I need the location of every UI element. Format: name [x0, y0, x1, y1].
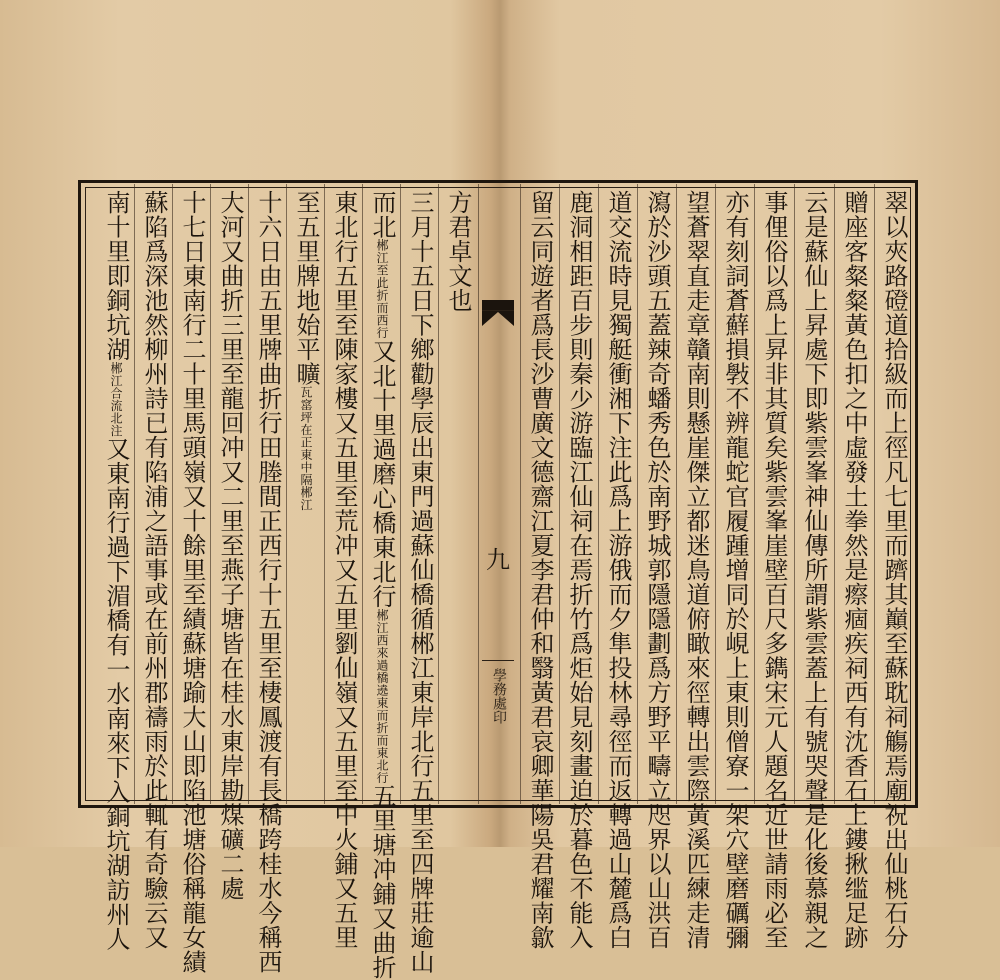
- text-column: 瀉於沙頭五蓋辣奇蟠秀色於南野城郭隱隱劃爲方野平疇立咫界以山洪百: [643, 190, 671, 950]
- text-column: 大河又曲折三里至龍回冲又二里至燕子塘皆在桂水東岸勘煤礦二處: [216, 190, 244, 901]
- annotation-note: 瓦窰坪在正東中隔郴江: [299, 386, 313, 511]
- text-column: [290, 190, 322, 800]
- text-segment: 而北: [368, 190, 396, 239]
- text-column: 亦有刻詞蒼蘚損斅不辨龍蛇官履踵增同於峴上東則僧寮一架穴壁磨礪彌: [721, 190, 749, 950]
- text-column: 蘇陷爲深池然柳州詩已有陷浦之語事或在前州郡禱雨於此輒有奇驗云又: [140, 190, 168, 950]
- text-segment: 南十里即銅坑湖: [102, 190, 130, 362]
- text-column: [366, 190, 398, 980]
- text-column: 東北行五里至陳家樓又五里至荒冲又五里劉仙嶺又五里至中火鋪又五里: [330, 190, 358, 950]
- text-column: 道交流時見獨艇衝湘下注此爲上游俄而夕隼投林尋徑而返轉過山麓爲白: [604, 190, 632, 950]
- fishtail-mark-icon: [482, 300, 514, 338]
- annotation-note: 郴江西來過橋遶東而折而東北行: [375, 608, 389, 784]
- text-column: 留云同遊者爲長沙曹廣文德齋江夏李君仲和翳黃君哀卿華陽吳君耀南歙: [526, 190, 554, 950]
- annotation-note: 郴江合流北注: [109, 361, 123, 437]
- text-column: 方君卓文也: [444, 190, 472, 313]
- text-column: 翠以夾路磴道拾級而上徑凡七里而躋其巔至蘇耽祠觴焉廟祝出仙桃石分: [880, 190, 908, 950]
- text-segment: 五里塘冲鋪又曲折: [368, 783, 396, 980]
- text-segment: 又北十里過磨心橋東北行: [368, 339, 396, 609]
- text-segment: 又東南行過下湄橋有一水南來下入銅坑湖訪州人: [102, 436, 130, 951]
- text-segment: 至五里牌地始平曠: [292, 190, 320, 386]
- text-column: 十七日東南行二十里馬頭嶺又十餘里至績蘇塘踰大山即陷池塘俗稱龍女績: [178, 190, 206, 974]
- text-column: 三月十五日下鄉勸學辰出東門過蘇仙橋循郴江東岸北行五里至四牌莊逾山: [406, 190, 434, 974]
- text-column: [100, 190, 132, 951]
- text-column: 云是蘇仙上昇處下即紫雲峯神仙傳所謂紫雲蓋上有號哭聲是化後慕親之: [800, 190, 828, 950]
- text-column: 事俚俗以爲上昇非其質矣紫雲峯崖壁百尺多鐫宋元人題名近世請雨必至: [760, 190, 788, 950]
- annotation-note: 郴江至此折而西行: [375, 239, 389, 339]
- text-column: 鹿洞相距百步則秦少游臨江仙祠在焉折竹爲炬始見刻畫迫於暮色不能入: [565, 190, 593, 950]
- text-column: 望蒼翠直走章贛南則懸崖傑立都迷鳥道俯瞰來徑轉出雲際黃溪匹練走清: [682, 190, 710, 950]
- text-column: 十六日由五里牌曲折行田塍間正西行十五里至棲鳳渡有長橋跨桂水今稱西: [254, 190, 282, 974]
- stamp-text: 學務處印: [491, 668, 507, 724]
- page-number: 九: [486, 546, 510, 574]
- text-column: 贈座客粲粲黃色扣之中虛發土拳然是瘵痼疾祠西有沈香石上鏤揪䍀足跡: [840, 190, 868, 950]
